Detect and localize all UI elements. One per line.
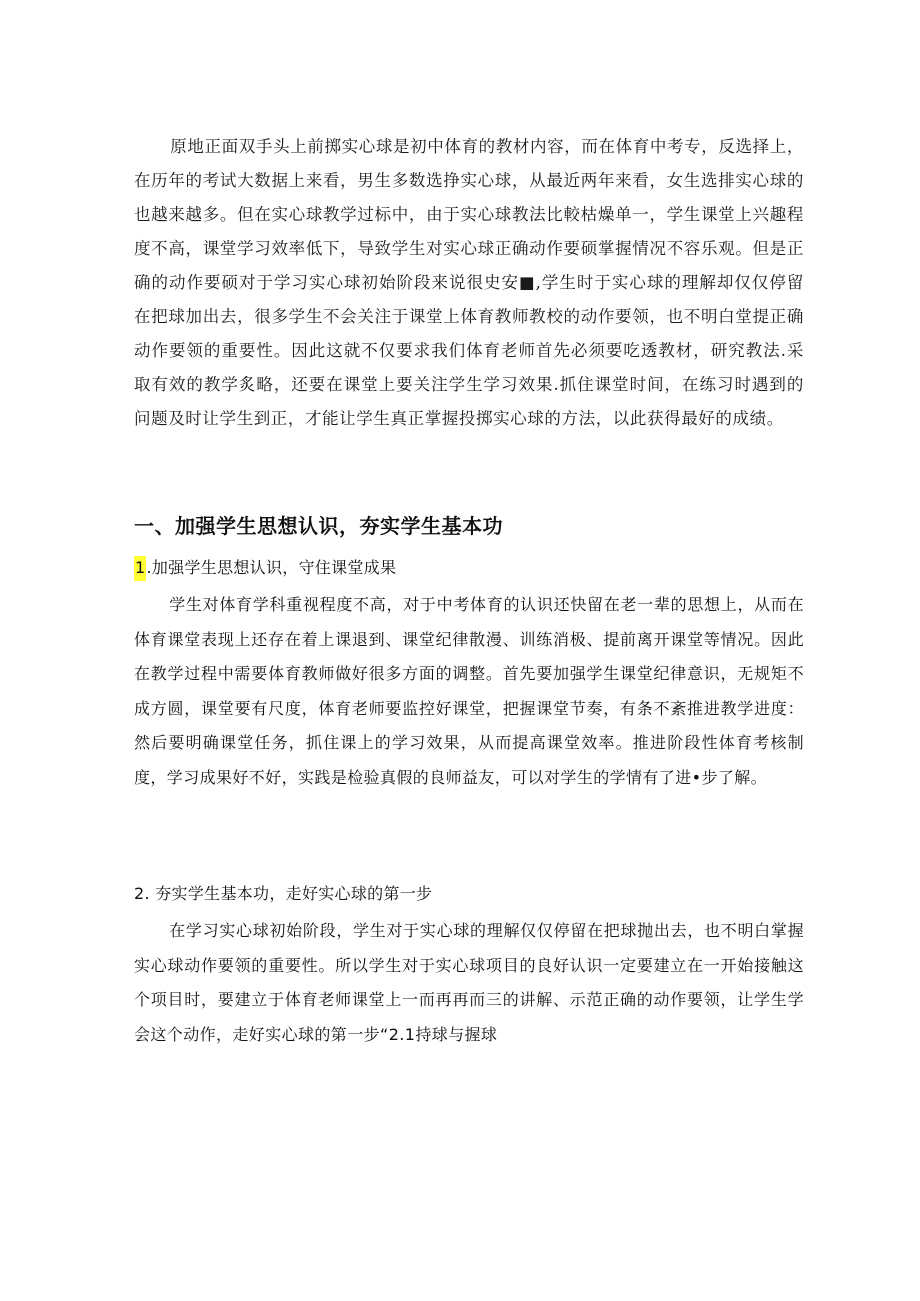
section-2-paragraph: 在学习实心球初始阶段，学生对于实心球的理解仅仅停留在把球抛出去，也不明白掌握实心球动作要领的重要性。所以学生对于实心球项目的良好认识一定要建立在一开始接触这个项目时，要建立于体育老师课堂上一而再再而三的讲解、示范正确的动作要领，让学生学会这个动作，走好实心球的第一步“2.1持球与握球 [134,921,804,1044]
highlighted-number: 1 [134,556,146,581]
subheading-2: 2. 夯实学生基本功，走好实心球的第一步 [134,884,433,903]
section-1-paragraph: 学生对体育学科重视程度不高，对于中考体育的认识还快留在老一辈的思想上，从而在体育课堂表现上还存在着上课退到、课堂纪律散漫、训练消极、提前离开课堂等情况。因此在教学过程中需要体育教师做好很多方面的调整。首先要加强学生课堂纪律意识，无规矩不成方圆，课堂要有尺度，体育老师要监控好课堂，把握课堂节奏，有条不紊推进教学进度：然后要明确课堂任务，抓住课上的学习效果，从而提高课堂效率。推进阶段性体育考核制度，学习成果好不好，实践是检验真假的良师益友，可以对学生的学情有了进•步了解。 [134,595,804,787]
subheading-1 [134,555,396,578]
intro-paragraph: 原地正面双手头上前掷实心球是初中体育的教材内容，而在体育中考专，反选择上，在历年的考试大数据上来看，男生多数选挣实心球，从最近两年来看，女生选排实心球的也越来越多。但在实心球教学过标中，由于实心球教法比較枯燥单一，学生课堂上兴趣程度不高，课堂学习效率低下，导致学生对实心球正确动作要硕掌握情况不容乐观。但是正确的动作要硕对于学习实心球初始阶段来说很史安■,学生时于实心球的理解却仅仅停留在把球加出去，很多学生不会关注于课堂上体育教师教校的动作要领，也不明白堂提正确动作要领的重要性。因此这就不仅要求我们体育老师首先必须要吃透教材，研究教法.采取有效的教学炙略，还要在课堂上要关注学生学习效果.抓住课堂时间，在练习时遇到的问题及时让学生到正，才能让学生真正掌握投掷实心球的方法，以此获得最好的成绩。 [134,137,804,428]
section-1-heading: 一、加强学生思想认识，夯实学生基本功 [134,514,503,538]
subheading-1-title: .加强学生思想认识，守住课堂成果 [146,558,397,577]
